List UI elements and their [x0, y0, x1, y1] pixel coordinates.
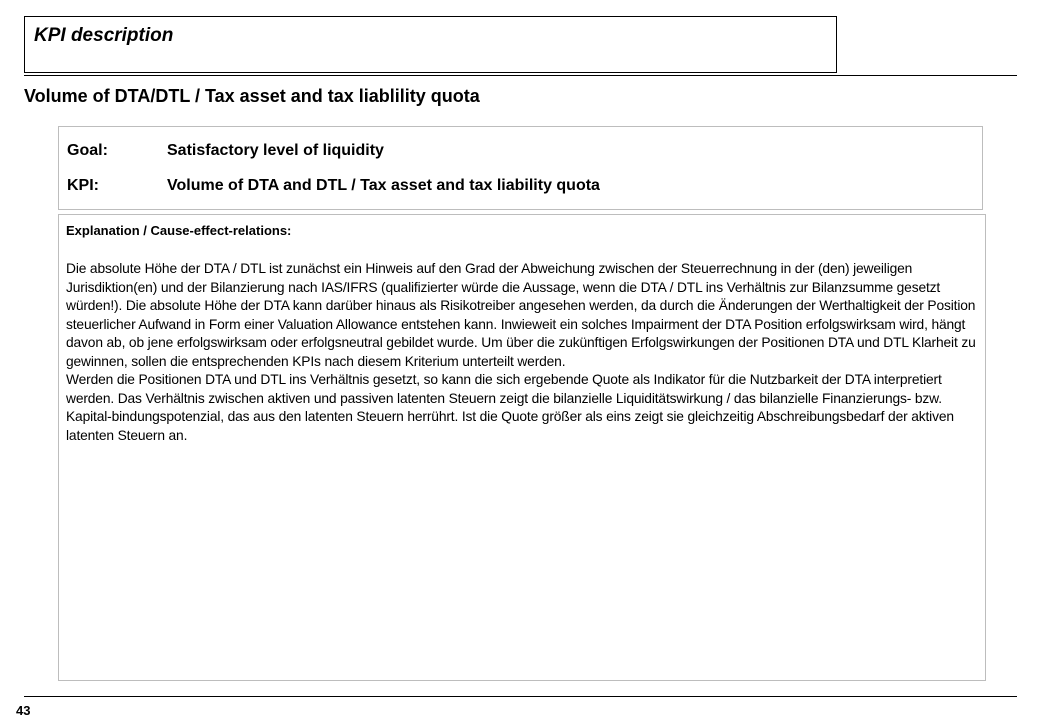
explanation-paragraph: Die absolute Höhe der DTA / DTL ist zunächst ein Hinweis auf den Grad der Abweichung zwischen der Steuerrechnung in der (den) jeweiligen Jurisdiktion(en) und der Bilanzierung nach IAS/IFRS (qualifizierter würde die Aussage, wenn die DTA / DTL ins Verhältnis zur Bilanzsumme gesetzt würden!). Die absolute Höhe der DTA kann darüber hinaus als Risikotreiber angesehen werden, da durch die Änderungen der Werthaltigkeit der Position steuerlicher Aufwand in Form einer Valuation Allowance entstehen kann. Inwieweit ein solches Impairment der DTA Position erfolgswirksam wird, hängt davon ab, ob jene erfolgswirksam oder erfolgsneutral gebildet wurde. Um über die zukünftigen Erfolgswirkungen der Positionen DTA und DTL Klarheit zu gewinnen, sollen die entsprechenden KPIs nach diesem Kriterium unterteilt werden. — [66, 261, 976, 369]
top-divider — [24, 75, 1017, 76]
page-title: Volume of DTA/DTL / Tax asset and tax liablility quota — [24, 86, 480, 106]
goal-value: Satisfactory level of liquidity — [167, 142, 384, 159]
explanation-body — [66, 260, 986, 445]
kpi-value: Volume of DTA and DTL / Tax asset and tax liability quota — [167, 177, 600, 194]
bottom-divider — [24, 696, 1017, 697]
kpi-header-title: KPI description — [34, 25, 174, 46]
kpi-row — [67, 177, 600, 195]
kpi-header-box — [24, 16, 837, 73]
goal-row — [67, 142, 384, 160]
explanation-heading: Explanation / Cause-effect-relations: — [66, 223, 292, 238]
page-number: 43 — [16, 703, 31, 718]
goal-label: Goal: — [67, 142, 108, 159]
explanation-box — [58, 214, 986, 681]
explanation-paragraph: Werden die Positionen DTA und DTL ins Verhältnis gesetzt, so kann die sich ergebende Quote als Indikator für die Nutzbarkeit der DTA interpretiert werden. Das Verhältnis zwischen aktiven und passiven latenten Steuern zeigt die bilanzielle Liquiditätswirkung / das bilanzielle Finanzierungs- bzw. Kapital-bindungspotenzial, das aus den latenten Steuern herrührt. Ist die Quote größer als eins zeigt sie gleichzeitig Abschreibungsbedarf der aktiven latenten Steuern an. — [66, 372, 954, 443]
kpi-label: KPI: — [67, 177, 99, 194]
goal-kpi-box — [58, 126, 983, 210]
